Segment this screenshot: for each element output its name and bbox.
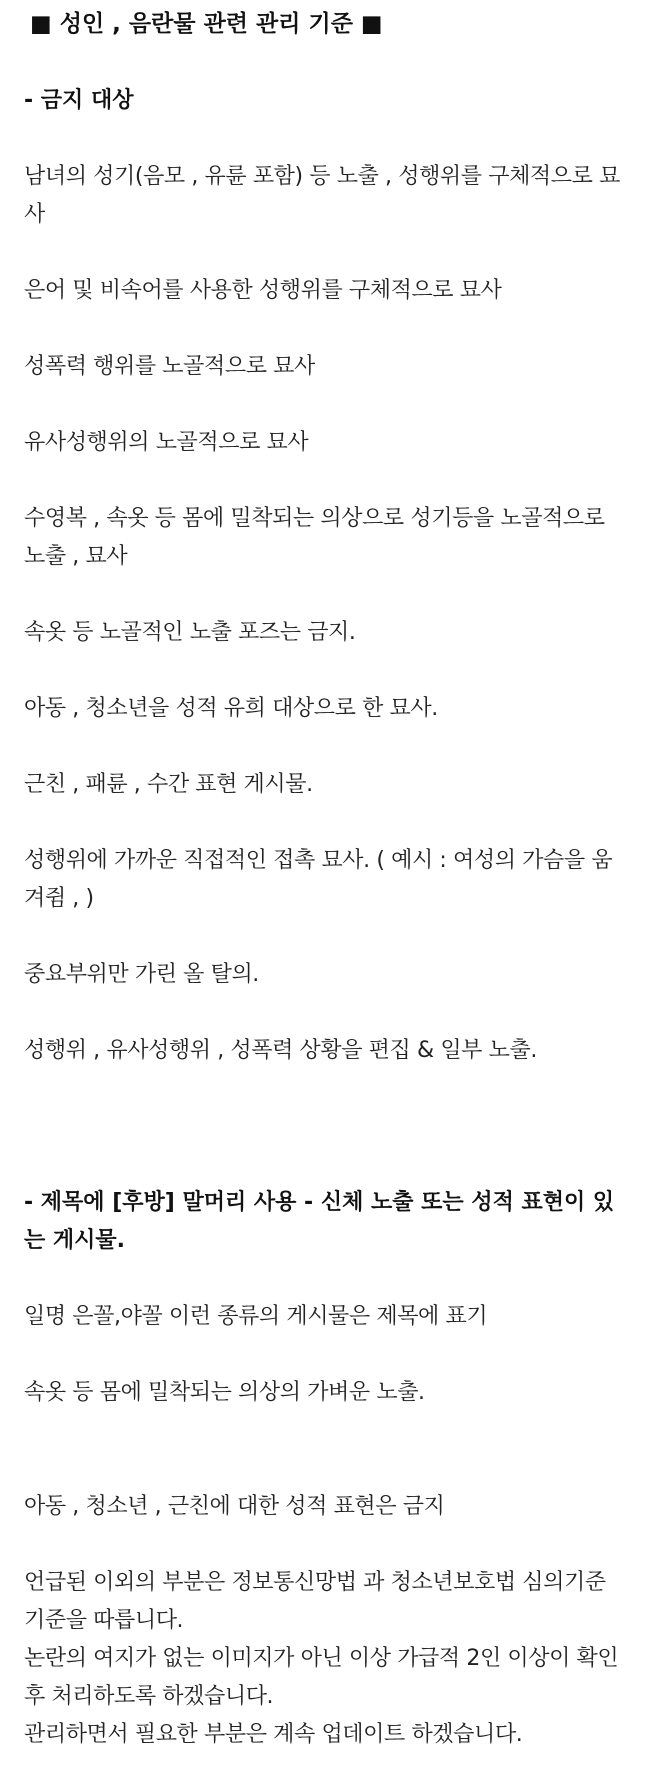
rule-item: 성행위에 가까운 직접적인 접촉 묘사. ( 예시 : 여성의 가슴을 움겨쥠 , ): [24, 848, 613, 911]
document-title: ■ 성인 , 음란물 관련 관리 기준 ■: [30, 11, 383, 37]
closing-line: 언급된 이외의 부분은 정보통신망법 과 청소년보호법 심의기준 기준을 따릅니다.: [24, 1570, 606, 1633]
rule-item: 유사성행위의 노골적으로 묘사: [24, 430, 309, 455]
rule-item: 근친 , 패륜 , 수간 표현 게시물.: [24, 772, 313, 797]
rule-item: 아동 , 청소년을 성적 유희 대상으로 한 묘사.: [24, 696, 438, 721]
section-heading-prohibited: - 금지 대상: [24, 88, 134, 113]
rule-item: 성행위 , 유사성행위 , 성폭력 상황을 편집 & 일부 노출.: [24, 1038, 537, 1063]
notice-line: 아동 , 청소년 , 근친에 대한 성적 표현은 금지: [24, 1494, 445, 1519]
rule-item: 중요부위만 가린 올 탈의.: [24, 962, 259, 987]
prefix-rule-item: 속옷 등 몸에 밀착되는 의상의 가벼운 노출.: [24, 1380, 425, 1405]
prefix-rule-item: 일명 은꼴,야꼴 이런 종류의 게시물은 제목에 표기: [24, 1304, 488, 1329]
rule-item: 성폭력 행위를 노골적으로 묘사: [24, 354, 315, 379]
rule-item: 속옷 등 노골적인 노출 포즈는 금지.: [24, 620, 356, 645]
document-page: [0, 6, 648, 1784]
closing-line: 논란의 여지가 없는 이미지가 아닌 이상 가급적 2인 이상이 확인 후 처리하도록 하겠습니다.: [24, 1646, 619, 1709]
closing-line: 관리하면서 필요한 부분은 계속 업데이트 하겠습니다.: [24, 1722, 523, 1747]
rule-item: 은어 및 비속어를 사용한 성행위를 구체적으로 묘사: [24, 278, 502, 303]
rule-item: 남녀의 성기(음모 , 유륜 포함) 등 노출 , 성행위를 구체적으로 묘사: [24, 164, 620, 227]
rule-item: 수영복 , 속옷 등 몸에 밀착되는 의상으로 성기등을 노골적으로 노출 , 묘사: [24, 506, 605, 569]
section-heading-prefix-rule: - 제목에 [후방] 말머리 사용 - 신체 노출 또는 성적 표현이 있는 게시물.: [24, 1190, 615, 1253]
